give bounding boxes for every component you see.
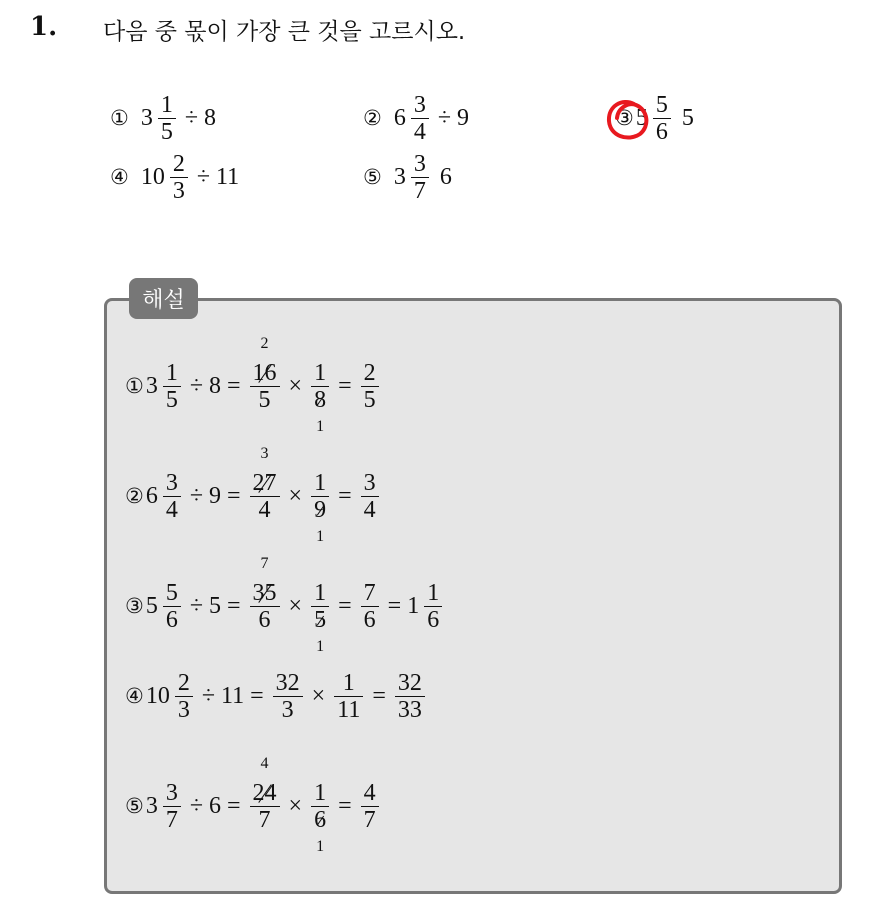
equals-sign: =: [227, 593, 241, 619]
fraction: [163, 780, 181, 833]
numerator: 1: [314, 780, 327, 806]
denominator: 3: [177, 697, 190, 723]
cancelled-denominator: 6: [314, 807, 327, 833]
cancelled-numerator: 27: [252, 470, 277, 496]
numerator: 3: [165, 780, 178, 806]
divide-sign: ÷: [189, 373, 203, 399]
times-sign: ×: [311, 683, 326, 709]
whole-number: 3: [393, 164, 406, 190]
divide-sign: ÷: [184, 105, 198, 131]
improper-fraction: [273, 670, 303, 723]
denominator: 7: [165, 807, 178, 833]
divide-sign: ÷: [189, 593, 203, 619]
numerator: 1: [160, 92, 173, 118]
divide-sign: ÷: [189, 483, 203, 509]
denominator: 6: [427, 607, 440, 633]
divisor: 6: [209, 793, 221, 819]
divide-sign: ÷: [201, 683, 215, 709]
solution-label: 해설: [129, 278, 198, 319]
divisor: 8: [209, 373, 221, 399]
result-fraction: [361, 360, 379, 413]
numerator: 3: [165, 470, 178, 496]
mixed-fraction: [424, 580, 442, 633]
divisor: 5: [681, 105, 694, 131]
numerator: 3: [413, 92, 426, 118]
numerator: 2: [172, 151, 185, 177]
reduced-numerator: 2: [260, 335, 269, 352]
numerator: 32: [275, 670, 300, 696]
result-fraction: [361, 780, 379, 833]
denominator: 4: [363, 497, 376, 523]
choice-mark: ④: [110, 165, 129, 189]
divisor: 9: [457, 105, 469, 131]
reciprocal-fraction: [311, 470, 329, 545]
choice-mark: ②: [363, 106, 382, 130]
question-number: 1.: [30, 12, 58, 42]
whole-number: 3: [145, 793, 158, 819]
divisor: 5: [209, 593, 221, 619]
numerator: 7: [363, 580, 376, 606]
result-fraction: [395, 670, 425, 723]
improper-fraction: [250, 755, 280, 833]
solution-row-1: [125, 335, 382, 435]
solution-mark: ④: [125, 684, 144, 708]
denominator: 4: [413, 119, 426, 145]
fraction: [411, 151, 429, 204]
choice-mark: ③: [615, 106, 634, 130]
fraction: [411, 92, 429, 145]
denominator: 5: [165, 387, 178, 413]
reduced-numerator: 7: [260, 555, 269, 572]
equals-sign: =: [338, 793, 352, 819]
cancelled-denominator: 8: [314, 387, 327, 413]
reciprocal-fraction: [334, 670, 363, 723]
choice-1[interactable]: [110, 92, 216, 145]
reduced-numerator: 3: [260, 445, 269, 462]
question-text: 다음 중 몫이 가장 큰 것을 고르시오.: [103, 19, 466, 45]
denominator: 3: [281, 697, 294, 723]
numerator: 4: [363, 780, 376, 806]
denominator: 6: [258, 607, 271, 633]
equals-sign: =: [227, 793, 241, 819]
times-sign: ×: [288, 593, 303, 619]
numerator: 3: [363, 470, 376, 496]
divisor: 6: [439, 164, 452, 190]
reciprocal-fraction: [311, 580, 329, 655]
numerator: 5: [165, 580, 178, 606]
fraction: [653, 92, 671, 145]
denominator: 4: [258, 497, 271, 523]
denominator: 5: [258, 387, 271, 413]
reciprocal-fraction: [311, 360, 329, 435]
cancelled-denominator: 5: [314, 607, 327, 633]
whole-number: 6: [145, 483, 158, 509]
fraction: [170, 151, 188, 204]
times-sign: ×: [288, 373, 303, 399]
divisor: 11: [216, 164, 240, 190]
result-fraction: [361, 470, 379, 523]
denominator: 7: [363, 807, 376, 833]
equals-sign: =: [338, 373, 352, 399]
divisor: 9: [209, 483, 221, 509]
result-fraction: [361, 580, 379, 633]
solution-mark: ③: [125, 594, 144, 618]
cancelled-numerator: 35: [252, 580, 277, 606]
whole-number: 3: [140, 105, 153, 131]
solution-row-5: [125, 755, 382, 855]
numerator: 1: [342, 670, 355, 696]
numerator: 1: [314, 470, 327, 496]
equals-sign: =: [372, 683, 386, 709]
fraction: [175, 670, 193, 723]
choice-2[interactable]: [363, 92, 469, 145]
cancelled-numerator: 16: [252, 360, 277, 386]
numerator: 2: [363, 360, 376, 386]
denominator: 33: [397, 697, 422, 723]
times-sign: ×: [288, 793, 303, 819]
denominator: 6: [165, 607, 178, 633]
fraction: [158, 92, 176, 145]
divide-sign: ÷: [437, 105, 451, 131]
times-sign: ×: [288, 483, 303, 509]
improper-fraction: [250, 555, 280, 633]
numerator: 1: [314, 360, 327, 386]
numerator: 1: [427, 580, 440, 606]
choice-4[interactable]: [110, 151, 239, 204]
reciprocal-fraction: [311, 780, 329, 855]
whole-number: 5: [145, 593, 158, 619]
divide-sign: ÷: [189, 793, 203, 819]
denominator: 6: [655, 119, 668, 145]
equals-sign: =: [227, 483, 241, 509]
equals-sign: =: [250, 683, 264, 709]
solution-row-4: [125, 670, 428, 723]
equals-sign: =: [338, 593, 352, 619]
equals-sign: =: [387, 593, 402, 619]
improper-fraction: [250, 445, 280, 523]
denominator: 5: [363, 387, 376, 413]
mixed-whole-number: 1: [407, 593, 420, 619]
denominator: 7: [413, 178, 426, 204]
cancelled-denominator: 9: [314, 497, 327, 523]
fraction: [163, 580, 181, 633]
reduced-denominator: 1: [316, 418, 325, 435]
equals-sign: =: [338, 483, 352, 509]
numerator: 32: [397, 670, 422, 696]
divisor: 11: [221, 683, 245, 709]
fraction: [163, 470, 181, 523]
whole-number: 3: [145, 373, 158, 399]
equals-sign: =: [227, 373, 241, 399]
numerator: 1: [314, 580, 327, 606]
reduced-denominator: 1: [316, 638, 325, 655]
numerator: 3: [413, 151, 426, 177]
reduced-numerator: 4: [260, 755, 269, 772]
solution-mark: ①: [125, 374, 144, 398]
denominator: 11: [337, 697, 361, 723]
divide-sign: ÷: [196, 164, 210, 190]
solution-row-3: [125, 555, 445, 655]
numerator: 2: [177, 670, 190, 696]
denominator: 4: [165, 497, 178, 523]
whole-number: 5: [635, 105, 648, 131]
whole-number: 10: [140, 164, 165, 190]
numerator: 1: [165, 360, 178, 386]
choice-mark: ①: [110, 106, 129, 130]
cancelled-numerator: 24: [252, 780, 277, 806]
denominator: 3: [172, 178, 185, 204]
solution-mark: ②: [125, 484, 144, 508]
denominator: 7: [258, 807, 271, 833]
solution-mark: ⑤: [125, 794, 144, 818]
solution-row-2: [125, 445, 382, 545]
numerator: 5: [655, 92, 668, 118]
whole-number: 6: [393, 105, 406, 131]
choice-5[interactable]: [363, 151, 452, 204]
divisor: 8: [204, 105, 216, 131]
fraction: [163, 360, 181, 413]
reduced-denominator: 1: [316, 838, 325, 855]
choice-mark: ⑤: [363, 165, 382, 189]
improper-fraction: [250, 335, 280, 413]
denominator: 6: [363, 607, 376, 633]
choice-3[interactable]: [615, 92, 694, 145]
whole-number: 10: [145, 683, 170, 709]
reduced-denominator: 1: [316, 528, 325, 545]
denominator: 5: [160, 119, 173, 145]
